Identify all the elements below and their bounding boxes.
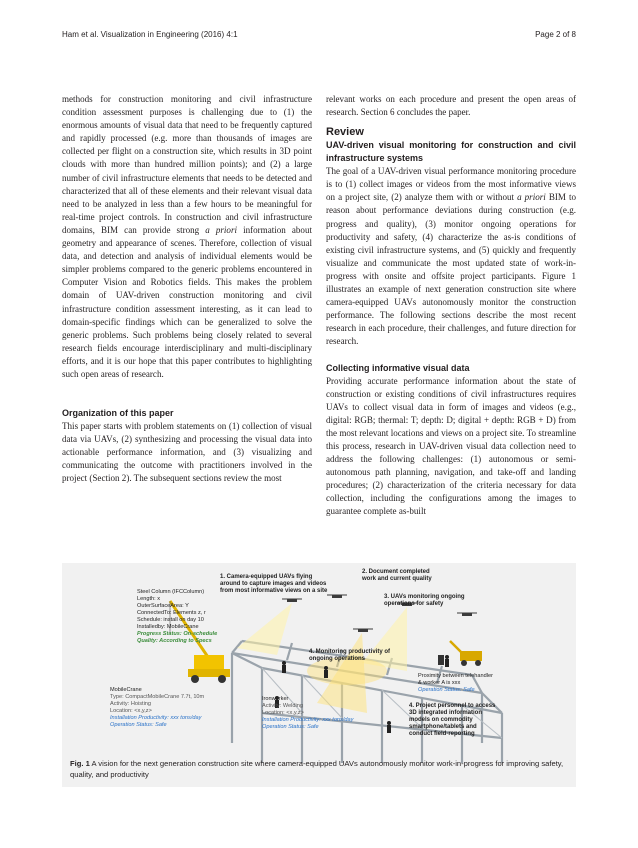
svg-text:2. Document completed: 2. Document completed bbox=[362, 569, 430, 575]
body-paragraph: methods for construction monitoring and civil infrastructure condition assessment purposes is challenging due to (1) the enormous amounts of visual data that need to be frequently captured and rapidly processed (e.g. more than thousands of images are collected per flight on a construction site, which results in 3D point clouds with more than hundred million points); and (2) a large number of civil infrastructure elements that needs to be detected and characterized that all of these elements and their relevant visual data need to be analyzed in less than a few hours to be meaningful for real-time project controls. In construction and civil infrastructure domains, BIM can provide strong a priori information about geometry and appearance of scenes. Therefore, collection of visual data, and detection and analysis of individual elements would be simpler problems compared to the generic problems encountered in Computer Vision and Robotics fields. This makes the problem domain of UAV-driven construction monitoring and civil infrastructure condition assessment interesting, as it can lead to domain-specific findings which can be generalized to solve the generic problems. Such problems being closely related to several research fields encourage interdisciplinary and multi-disciplinary efforts, and it is our hope that this paper contributes to highlighting such open areas of research. bbox=[62, 94, 312, 379]
svg-text:Installedby: MobileCrane: Installedby: MobileCrane bbox=[137, 624, 199, 630]
svg-text:Installation Productivity: xxx: Installation Productivity: xxx tons/day bbox=[262, 717, 354, 723]
svg-text:Location: <x,y,z>: Location: <x,y,z> bbox=[262, 710, 304, 716]
running-header: Ham et al. Visualization in Engineering (2016) 4:1 bbox=[62, 30, 238, 39]
telehandler-icon bbox=[450, 641, 482, 666]
svg-text:& worker A is xxx: & worker A is xxx bbox=[418, 680, 461, 686]
steel-column-annotation bbox=[137, 589, 217, 644]
svg-text:Ironworker: Ironworker bbox=[262, 696, 289, 702]
svg-text:Progress Status: On-schedule: Progress Status: On-schedule bbox=[137, 631, 218, 637]
body-paragraph: The goal of a UAV-driven visual performance monitoring procedure is to (1) collect images or videos from the most informative views on a project site, (2) analyze them with or without a priori BIM to reason about performance deviations during construction (e.g. progress and quality), (3) monitor ongoing operations for productivity and safety, (4) characterize the as-is conditions of existing civil infrastructure systems, and (5) quickly and frequently visualize and communicate the most updated state of work-in-progress with onsite and offsite project participants. Figure 1 illustrates an example of next generation construction site where camera-equipped UAVs autonomously monitor the construction performance. The following sections describe the most recent research in each procedure, their challenges, and future direction for research. bbox=[326, 166, 577, 347]
svg-text:4. Monitoring productivity of: 4. Monitoring productivity of bbox=[309, 649, 390, 655]
construction-site-illustration bbox=[62, 563, 576, 787]
label-uav-capture bbox=[220, 574, 328, 594]
figure-1 bbox=[62, 563, 576, 787]
proximity-annotation bbox=[418, 673, 493, 693]
figure-caption: Fig. 1 A vision for the next generation construction site where camera-equipped UAVs autonomously monitor work-in-progress for improving safety, quality, and productivity bbox=[70, 759, 564, 779]
svg-text:Activity: Hoisting: Activity: Hoisting bbox=[110, 701, 152, 707]
heading-review: Review bbox=[326, 126, 364, 139]
heading-uav-monitoring: UAV-driven visual monitoring for construction and civil infrastructure systems bbox=[326, 140, 576, 164]
steel-line: Steel Column (IFCColumn) bbox=[137, 589, 205, 595]
svg-text:Schedule: install on day 10: Schedule: install on day 10 bbox=[137, 617, 204, 623]
svg-text:work and current quality: work and current quality bbox=[362, 576, 432, 582]
svg-text:Operation Status: Safe: Operation Status: Safe bbox=[110, 722, 167, 728]
svg-text:smartphone/tablets and: smartphone/tablets and bbox=[409, 724, 477, 730]
svg-text:Location: <x,y,z>: Location: <x,y,z> bbox=[110, 708, 152, 714]
uav-icon bbox=[282, 599, 302, 602]
svg-text:3D integrated information: 3D integrated information bbox=[409, 710, 483, 716]
svg-text:Length: x: Length: x bbox=[137, 596, 161, 602]
svg-text:1. Camera-equipped UAVs flying: 1. Camera-equipped UAVs flying bbox=[220, 574, 313, 580]
svg-text:around to capture images and v: around to capture images and videos bbox=[220, 581, 327, 587]
right-column bbox=[326, 93, 576, 519]
body-paragraph: Providing accurate performance information about the state of construction or existing conditions of civil infrastructures requires UAVs to collect visual data in form of images and videos (e.g., digital: RGB; thermal: T; depth: D; digital + depth: RGB + D) from the most relevant locations and views on a project site. To streamline this process, research in UAV-driven visual data collection need to address the following challenges: (1) autonomous or semi-autonomous path planning, navigation, and take-off and landing procedures; (2) characterization of the criteria necessary for data collection, including the configurations among the images to guarantee complete as-built bbox=[326, 375, 576, 517]
page-number: Page 2 of 8 bbox=[535, 30, 576, 39]
svg-text:from most informative views on: from most informative views on a site bbox=[220, 588, 328, 594]
svg-text:models on commodity: models on commodity bbox=[409, 717, 473, 723]
svg-text:Installation Productivity: xx: Installation Productivity: xxx tons/day bbox=[110, 715, 202, 721]
heading-organization: Organization of this paper bbox=[62, 408, 174, 419]
svg-text:Operation Status: Safe: Operation Status: Safe bbox=[418, 687, 475, 693]
svg-text:Quality: According to Specs: Quality: According to Specs bbox=[137, 638, 212, 644]
smartphone-icon bbox=[438, 655, 444, 665]
svg-text:conduct field-reporting: conduct field-reporting bbox=[409, 731, 475, 737]
body-paragraph: This paper starts with problem statements on (1) collection of visual data via UAVs, (2) synthesizing and processing the visual data into actionable performance information, and (3) visualizing and communicating the outcome with practitioners involved in the project (Section 2). The subsequent sections review the most bbox=[62, 421, 312, 484]
svg-text:Activity: Welding: Activity: Welding bbox=[262, 703, 303, 709]
svg-text:operations for safety: operations for safety bbox=[384, 601, 444, 607]
svg-text:Operation Status: Safe: Operation Status: Safe bbox=[262, 724, 319, 730]
uav-icon bbox=[353, 629, 373, 632]
label-uav-safety bbox=[384, 594, 465, 607]
svg-text:Type: CompactMobileCrane 7.7t,: Type: CompactMobileCrane 7.7t, 10m bbox=[110, 694, 205, 700]
label-document-work bbox=[361, 569, 432, 582]
svg-text:Proximity between telehandler: Proximity between telehandler bbox=[418, 673, 493, 679]
mobile-crane-annotation bbox=[110, 687, 205, 728]
svg-text:3. UAVs monitoring ongoing: 3. UAVs monitoring ongoing bbox=[384, 594, 465, 600]
uav-icon bbox=[457, 613, 477, 616]
svg-text:MobileCrane: MobileCrane bbox=[110, 687, 142, 693]
body-paragraph: relevant works on each procedure and present the open areas of research. Section 6 concludes the paper. bbox=[326, 94, 576, 118]
svg-text:ConnectedTo: Elements z, r: ConnectedTo: Elements z, r bbox=[137, 610, 206, 616]
svg-text:ongoing operations: ongoing operations bbox=[309, 656, 365, 662]
svg-text:4. Project personnel to access: 4. Project personnel to access bbox=[409, 703, 496, 709]
svg-text:OuterSurfaceArea: Y: OuterSurfaceArea: Y bbox=[137, 603, 189, 609]
uav-icon bbox=[327, 595, 347, 598]
heading-collecting: Collecting informative visual data bbox=[326, 362, 470, 373]
left-column bbox=[62, 93, 312, 486]
